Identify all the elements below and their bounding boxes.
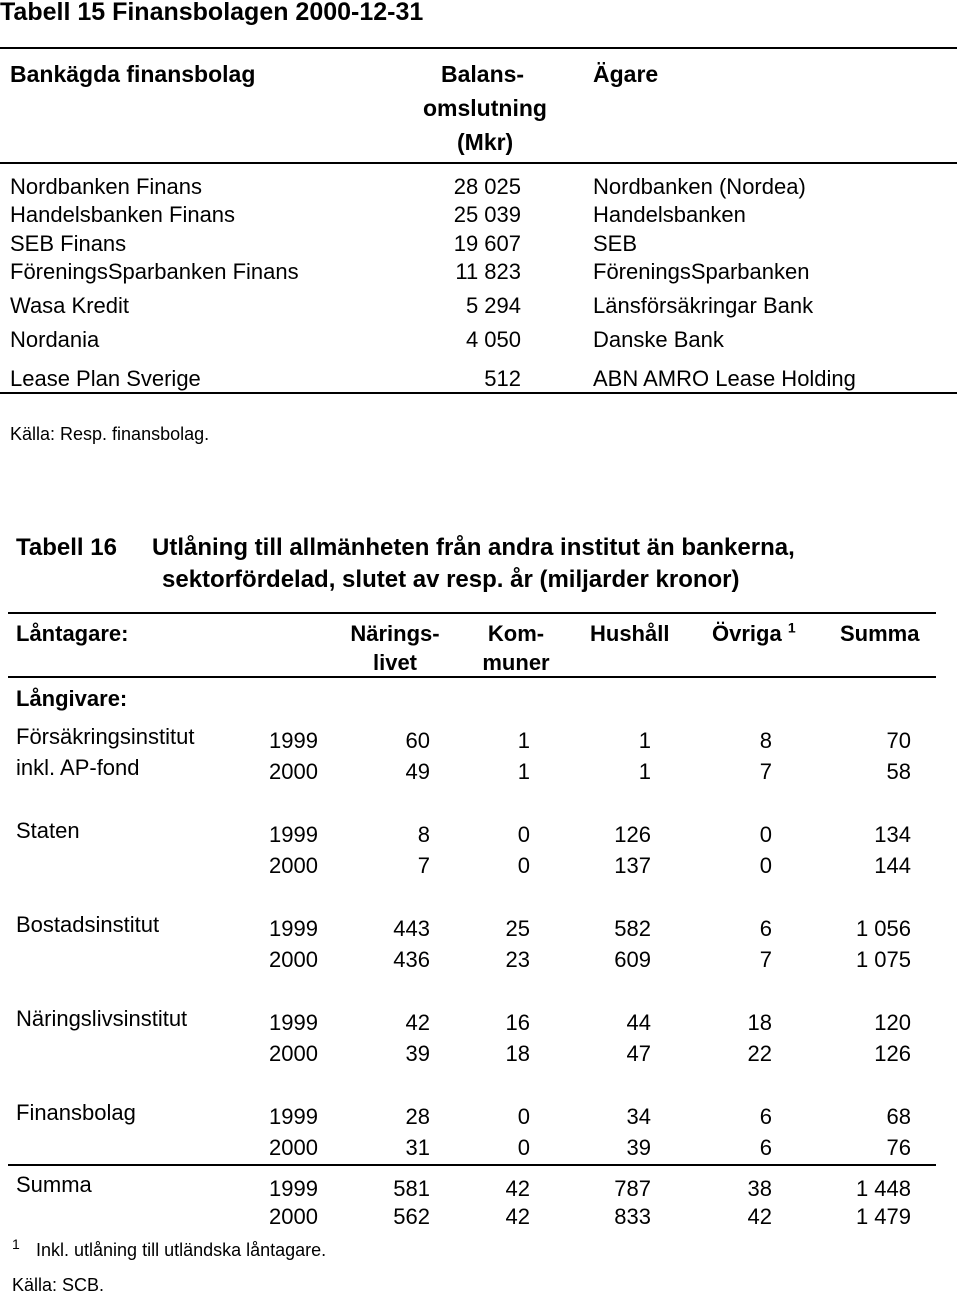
company-name: Handelsbanken Finans xyxy=(10,202,236,227)
table15-header-owner: Ägare xyxy=(593,61,659,87)
lender-label: Summa xyxy=(16,1172,92,1197)
year-cell: 2000 xyxy=(269,1135,318,1160)
other-cell: 0 xyxy=(759,853,772,878)
owner-name: Nordbanken (Nordea) xyxy=(593,174,806,199)
business-cell: 8 xyxy=(417,822,430,847)
balance-value: 5 294 xyxy=(465,293,521,318)
table15-title: Tabell 15 Finansbolagen 2000-12-31 xyxy=(0,0,424,26)
owner-name: Länsförsäkringar Bank xyxy=(593,293,814,318)
company-name: FöreningsSparbanken Finans xyxy=(10,259,299,284)
owner-name: FöreningsSparbanken xyxy=(593,259,810,284)
total-cell: 1 448 xyxy=(855,1176,911,1201)
table15-bottom-rule xyxy=(0,392,957,394)
table15-header-rule xyxy=(0,162,957,164)
households-cell: 787 xyxy=(614,1176,651,1201)
lender-label: Finansbolag xyxy=(16,1100,136,1125)
municipalities-cell: 23 xyxy=(505,947,530,972)
year-cell: 2000 xyxy=(269,1041,318,1066)
total-cell: 1 479 xyxy=(855,1204,911,1229)
households-cell: 582 xyxy=(614,916,651,941)
other-cell: 6 xyxy=(759,1104,772,1129)
company-name: Wasa Kredit xyxy=(10,293,130,318)
table16-header-municipalities-line1: Kom- xyxy=(487,621,545,646)
households-cell: 1 xyxy=(638,728,651,753)
other-cell: 7 xyxy=(759,947,772,972)
business-cell: 49 xyxy=(405,759,430,784)
table15-header-balance-unit: (Mkr) xyxy=(457,129,514,155)
municipalities-cell: 0 xyxy=(517,822,530,847)
municipalities-cell: 18 xyxy=(505,1041,530,1066)
municipalities-cell: 1 xyxy=(517,728,530,753)
table16-label: Tabell 16 xyxy=(16,534,117,561)
company-name: Nordbanken Finans xyxy=(10,174,203,199)
table16-footnote: Inkl. utlåning till utländska låntagare. xyxy=(36,1240,327,1260)
table15-header-balance-line2: omslutning xyxy=(423,95,547,121)
other-cell: 6 xyxy=(759,916,772,941)
year-cell: 1999 xyxy=(269,1104,318,1129)
lender-label: Näringslivsinstitut xyxy=(16,1006,188,1031)
total-cell: 1 075 xyxy=(855,947,911,972)
households-cell: 1 xyxy=(638,759,651,784)
table16-source: Källa: SCB. xyxy=(12,1275,105,1295)
balance-value: 11 823 xyxy=(455,259,521,284)
table16-total-rule xyxy=(8,1164,936,1166)
company-name: Lease Plan Sverige xyxy=(10,366,201,391)
business-cell: 31 xyxy=(405,1135,430,1160)
table15-header-balance-line1: Balans- xyxy=(441,61,525,87)
households-cell: 39 xyxy=(626,1135,651,1160)
owner-name: Danske Bank xyxy=(593,327,724,352)
table16-title-line2: sektorfördelad, slutet av resp. år (miljarder kronor) xyxy=(162,566,740,593)
other-cell: 0 xyxy=(759,822,772,847)
business-cell: 7 xyxy=(417,853,430,878)
table15-top-rule xyxy=(0,47,957,49)
table16-header-borrower: Låntagare: xyxy=(16,621,129,646)
year-cell: 2000 xyxy=(269,947,318,972)
total-cell: 134 xyxy=(874,822,911,847)
municipalities-cell: 42 xyxy=(505,1176,530,1201)
lender-label: Staten xyxy=(16,818,80,843)
households-cell: 609 xyxy=(614,947,651,972)
year-cell: 1999 xyxy=(269,916,318,941)
other-cell: 7 xyxy=(759,759,772,784)
municipalities-cell: 25 xyxy=(505,916,530,941)
total-cell: 144 xyxy=(874,853,911,878)
households-cell: 47 xyxy=(626,1041,651,1066)
year-cell: 1999 xyxy=(269,728,318,753)
total-cell: 120 xyxy=(874,1010,911,1035)
year-cell: 1999 xyxy=(269,822,318,847)
municipalities-cell: 0 xyxy=(517,1135,530,1160)
business-cell: 562 xyxy=(393,1204,430,1229)
table16-title-line1: Utlåning till allmänheten från andra institut än bankerna, xyxy=(152,534,795,561)
total-cell: 126 xyxy=(874,1041,911,1066)
total-cell: 58 xyxy=(886,759,911,784)
balance-value: 25 039 xyxy=(453,202,521,227)
table16-header-other-footnote: 1 xyxy=(787,619,796,636)
municipalities-cell: 0 xyxy=(517,1104,530,1129)
households-cell: 833 xyxy=(614,1204,651,1229)
lender-label: Bostadsinstitut xyxy=(16,912,160,937)
business-cell: 39 xyxy=(405,1041,430,1066)
year-cell: 1999 xyxy=(269,1176,318,1201)
table16-header-business-line2: livet xyxy=(372,650,418,675)
other-cell: 6 xyxy=(759,1135,772,1160)
table15-source: Källa: Resp. finansbolag. xyxy=(10,424,210,444)
other-cell: 22 xyxy=(747,1041,772,1066)
table16-footnote-marker: 1 xyxy=(12,1236,20,1252)
year-cell: 2000 xyxy=(269,1204,318,1229)
other-cell: 42 xyxy=(747,1204,772,1229)
table16-header-other xyxy=(712,621,796,647)
other-cell: 8 xyxy=(759,728,772,753)
households-cell: 34 xyxy=(626,1104,651,1129)
owner-name: Handelsbanken xyxy=(593,202,746,227)
owner-name: ABN AMRO Lease Holding xyxy=(593,366,856,391)
total-cell: 76 xyxy=(886,1135,911,1160)
year-cell: 2000 xyxy=(269,853,318,878)
year-cell: 1999 xyxy=(269,1010,318,1035)
table16-header-rule xyxy=(8,676,936,678)
business-cell: 42 xyxy=(405,1010,430,1035)
business-cell: 581 xyxy=(393,1176,430,1201)
lender-label-line2: inkl. AP-fond xyxy=(16,755,140,780)
total-cell: 1 056 xyxy=(855,916,911,941)
municipalities-cell: 16 xyxy=(505,1010,530,1035)
total-cell: 68 xyxy=(886,1104,911,1129)
balance-value: 28 025 xyxy=(453,174,521,199)
municipalities-cell: 1 xyxy=(517,759,530,784)
business-cell: 436 xyxy=(393,947,430,972)
lender-label: Försäkringsinstitut xyxy=(16,724,195,749)
households-cell: 137 xyxy=(614,853,651,878)
other-cell: 38 xyxy=(747,1176,772,1201)
balance-value: 4 050 xyxy=(465,327,521,352)
owner-name: SEB xyxy=(593,231,638,256)
households-cell: 44 xyxy=(626,1010,651,1035)
other-cell: 18 xyxy=(747,1010,772,1035)
table16-header-business-line1: Närings- xyxy=(350,621,440,646)
business-cell: 443 xyxy=(393,916,430,941)
business-cell: 60 xyxy=(405,728,430,753)
table15-header-company: Bankägda finansbolag xyxy=(10,61,256,87)
table16-header-other-text: Övriga xyxy=(712,621,782,646)
company-name: SEB Finans xyxy=(10,231,127,256)
table16-header-households: Hushåll xyxy=(590,621,670,646)
balance-value: 19 607 xyxy=(453,231,521,256)
balance-value: 512 xyxy=(484,366,521,391)
table16-header-lender: Långivare: xyxy=(16,686,128,711)
table16-top-rule xyxy=(8,612,936,614)
table16-header-total: Summa xyxy=(840,621,920,646)
company-name: Nordania xyxy=(10,327,100,352)
municipalities-cell: 0 xyxy=(517,853,530,878)
households-cell: 126 xyxy=(614,822,651,847)
business-cell: 28 xyxy=(405,1104,430,1129)
municipalities-cell: 42 xyxy=(505,1204,530,1229)
table16-header-municipalities-line2: muner xyxy=(482,650,550,675)
year-cell: 2000 xyxy=(269,759,318,784)
total-cell: 70 xyxy=(886,728,911,753)
